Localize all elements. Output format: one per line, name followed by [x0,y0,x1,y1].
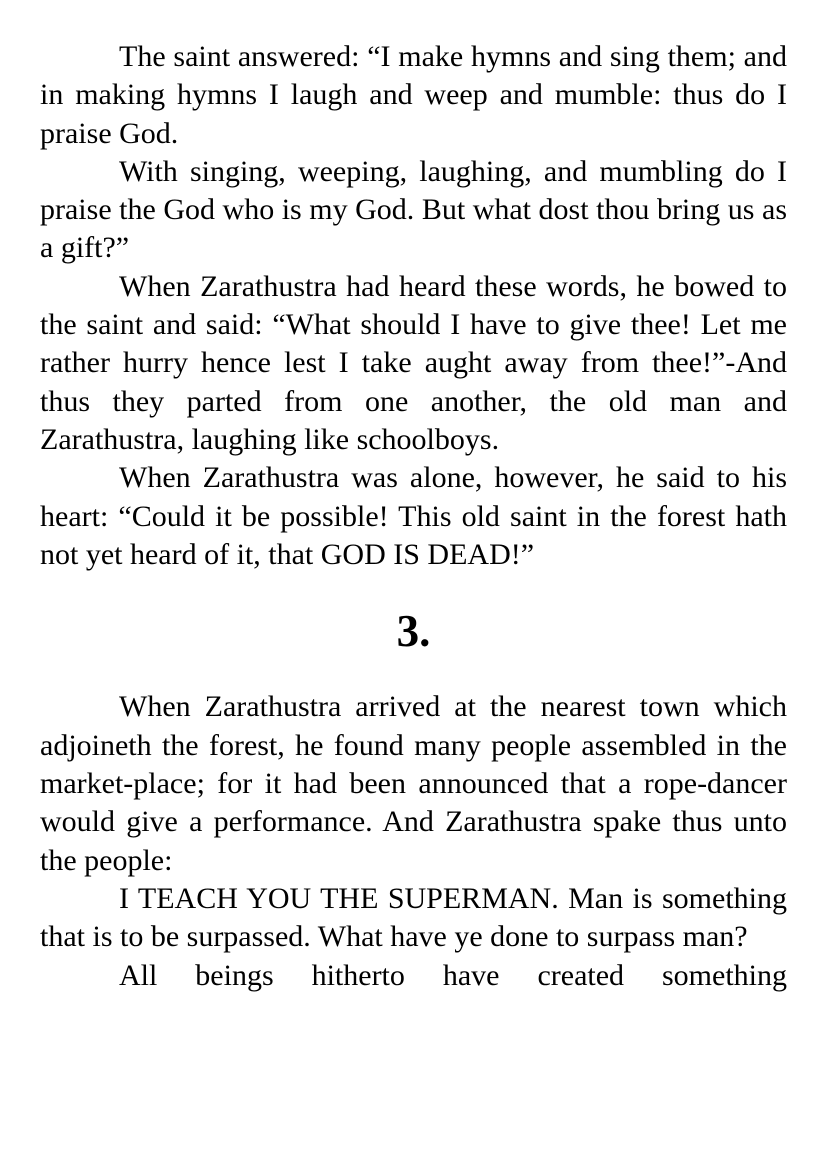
paragraph-all-beings: All beings hitherto have created something [119,958,787,992]
document-page [40,38,787,995]
paragraph-praise-god: With singing, weeping, laughing, and mumbling do I praise the God who is my God. But what dost thou bring us as a gift?” [40,154,787,265]
paragraph-arrival-town: When Zarathustra arrived at the nearest town which adjoineth the forest, he found many people assembled in the market-place; for it had been announced that a rope-dancer would give a performance. And Zarathustra spake thus unto the people: [40,690,787,877]
section-heading: 3. [396,606,431,657]
paragraph-superman: I TEACH YOU THE SUPERMAN. Man is something that is to be surpassed. What have ye done to surpass man? [40,881,787,954]
paragraph-saint-answer: The saint answered: “I make hymns and sing them; and in making hymns I laugh and weep and mumble: thus do I praise God. [40,40,787,150]
paragraph-god-is-dead: When Zarathustra was alone, however, he said to his heart: “Could it be possible! This old saint in the forest hath not yet heard of it, that GOD IS DEAD!” [40,461,787,571]
paragraph-parting: When Zarathustra had heard these words, he bowed to the saint and said: “What should I have to give thee! Let me rather hurry hence lest I take aught away from thee!”-And thus they parted from one another, the old man and Zarathustra, laughing like schoolboys. [40,269,787,456]
